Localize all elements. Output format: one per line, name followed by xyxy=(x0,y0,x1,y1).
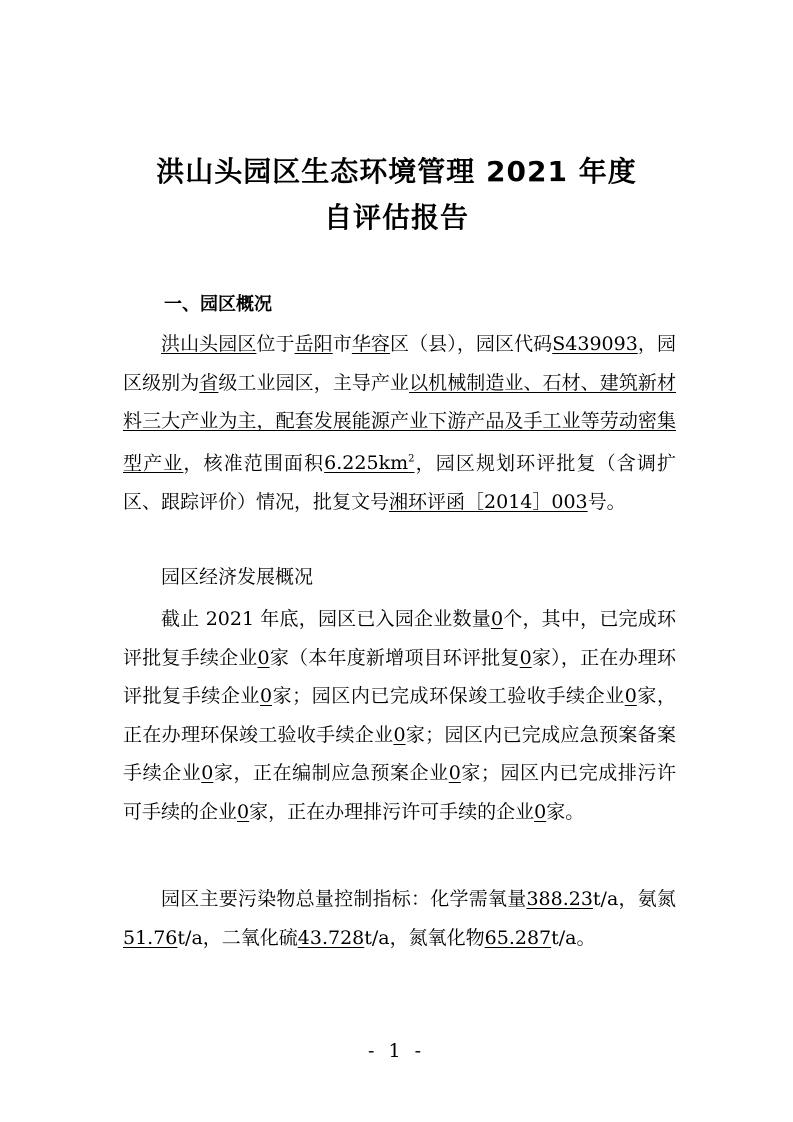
text-fragment: 家，正在办理环保竣工验收手续企业 xyxy=(123,685,676,746)
text-fragment: ，核准范围面积 xyxy=(183,452,325,475)
ammonia-nitrogen-value: 51.76 xyxy=(123,926,178,949)
economic-overview-heading: 园区经济发展概况 xyxy=(161,566,314,588)
city-name: 岳阳 xyxy=(294,333,333,355)
leading-industry: 以机械制造业、石材、建筑新材料三大产业为主，配套发展能源产业下游产品及手工业等劳动密集型产业 xyxy=(123,371,676,475)
document-title-line2: 自评估报告 xyxy=(323,201,469,234)
text-fragment: 位于 xyxy=(256,333,295,355)
text-fragment: t/a，氮氧化物 xyxy=(364,926,485,949)
text-fragment: t/a，氨氮 xyxy=(592,888,676,910)
text-fragment: 号。 xyxy=(587,490,626,513)
park-name: 洪山头园区 xyxy=(161,333,257,355)
new-eia-approved-count: 0 xyxy=(519,646,532,669)
park-level: 省 xyxy=(199,371,219,394)
cod-value: 388.23 xyxy=(526,888,593,910)
document-title-line1: 洪山头园区生态环境管理 2021 年度 xyxy=(156,155,637,188)
section-heading-park-overview: 一、园区概况 xyxy=(164,294,272,315)
acceptance-completed-count: 0 xyxy=(624,685,637,708)
district-name: 华容 xyxy=(351,333,391,355)
approval-document-number: 湘环评函［2014］003 xyxy=(389,490,588,513)
approved-area xyxy=(324,452,414,474)
park-code: S439093 xyxy=(552,333,638,355)
area-unit: km xyxy=(378,452,409,475)
text-fragment: 家，正在编制应急预案企业 xyxy=(213,762,449,785)
enterprise-statistics-paragraph xyxy=(123,600,676,832)
pollutant-control-paragraph xyxy=(123,880,676,957)
text-fragment: 家（本年度新增项目环评批复 xyxy=(269,646,520,669)
sulfur-dioxide-value: 43.728 xyxy=(297,926,365,949)
text-fragment: 截止 2021 年底，园区已入园企业数量 xyxy=(161,608,491,630)
emergency-plan-filed-count: 0 xyxy=(201,762,214,785)
text-fragment: 家；园区内已完成排污许可手续的企业 xyxy=(123,762,676,823)
text-fragment: 个，其中，已完成环评批复手续企业 xyxy=(123,608,676,669)
acceptance-in-progress-count: 0 xyxy=(393,723,406,746)
text-fragment: 家。 xyxy=(546,800,585,823)
text-fragment: 家；园区内已完成应急预案备案手续企业 xyxy=(123,723,676,785)
text-fragment: 园区主要污染物总量控制指标：化学需氧量 xyxy=(161,888,527,910)
eia-approved-count: 0 xyxy=(257,646,270,669)
enterprise-count: 0 xyxy=(490,608,504,630)
emergency-plan-drafting-count: 0 xyxy=(448,762,461,785)
text-fragment: 级工业园区，主导产业 xyxy=(218,371,410,394)
area-value: 6.225 xyxy=(324,452,379,475)
text-fragment: t/a。 xyxy=(551,926,596,949)
text-fragment: t/a，二氧化硫 xyxy=(177,926,298,949)
text-fragment: ，园区级别为 xyxy=(123,333,676,394)
page-number: - 1 - xyxy=(367,1040,425,1062)
eia-in-progress-count: 0 xyxy=(259,685,273,708)
text-fragment: 家，正在办理排污许可手续的企业 xyxy=(249,800,535,823)
park-overview-paragraph xyxy=(123,325,676,521)
text-fragment: 市 xyxy=(332,333,352,355)
discharge-permit-completed-count: 0 xyxy=(237,800,250,823)
discharge-permit-in-progress-count: 0 xyxy=(534,800,547,823)
nitrogen-oxides-value: 65.287 xyxy=(484,926,552,949)
text-fragment: 家），正在办理环评批复手续企业 xyxy=(123,646,676,708)
text-fragment: 区（县），园区代码 xyxy=(390,333,553,355)
text-fragment: 家；园区内已完成环保竣工验收手续企业 xyxy=(272,685,625,708)
area-unit-superscript: 2 xyxy=(408,453,415,465)
text-fragment: ，园区规划环评批复（含调扩区、跟踪评价）情况，批复文号 xyxy=(123,452,676,513)
